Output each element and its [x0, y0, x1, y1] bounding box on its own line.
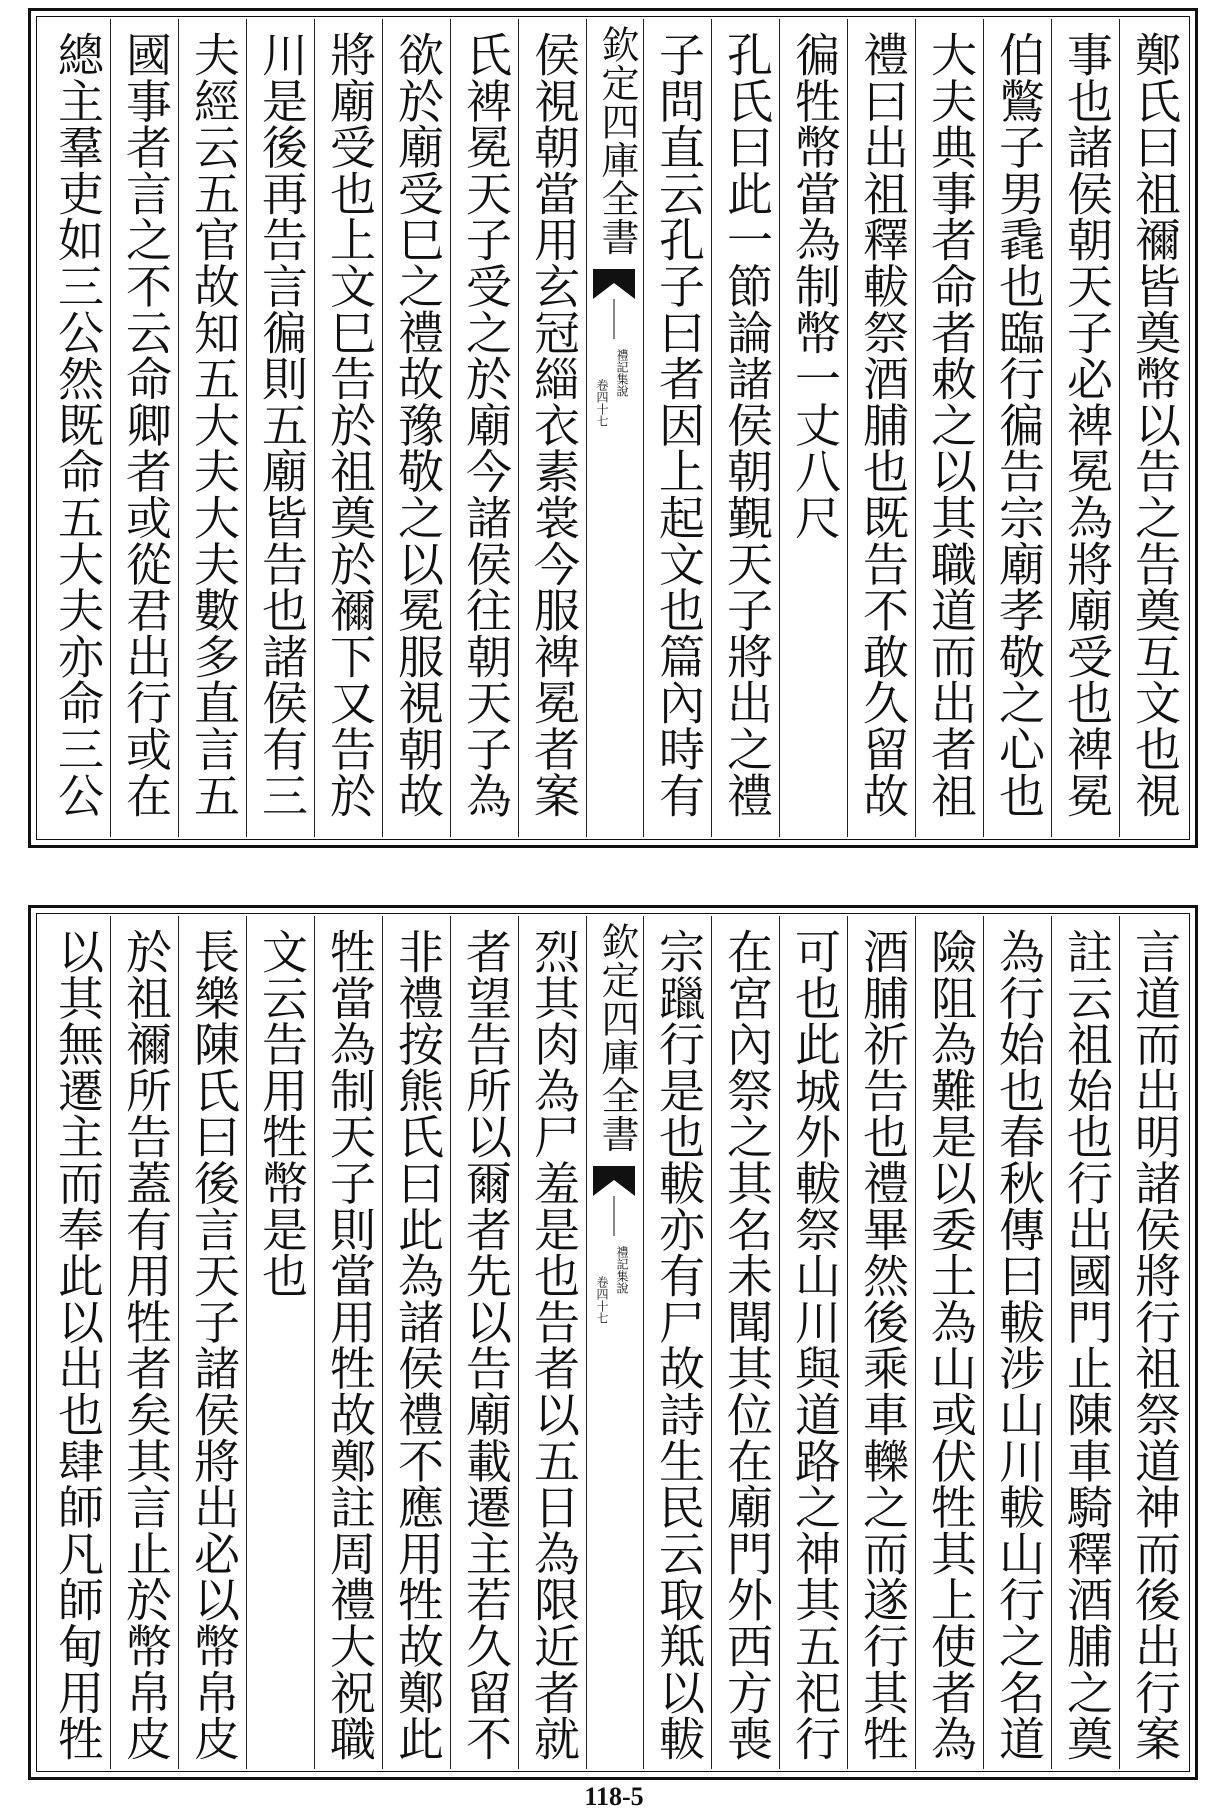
text-column: 侯視朝當用玄冠緇衣素裳今服裨冕者案	[518, 19, 586, 837]
text-column: 註云祖始也行出國門止陳車騎釋酒脯之奠	[1051, 916, 1119, 1769]
page-number: 118-5	[584, 1782, 644, 1811]
text-column: 總主羣吏如三公然既命五大夫亦命三公	[51, 31, 105, 819]
text-column: 烈其肉為尸羞是也告者以五日為限近者就	[518, 916, 586, 1769]
text-column: 將廟受也上文巳告於祖奠於禰下又告於	[314, 19, 382, 837]
text-column: 者望告所以爾者先以告廟載遷主若久留不	[450, 916, 518, 1769]
text-column: 言道而出明諸侯將行祖祭道神而後出行案	[1119, 916, 1187, 1769]
fish-tail-mark-icon	[593, 1166, 635, 1236]
bottom-page-columns	[39, 916, 1187, 1769]
text-column: 欲於廟受巳之禮故豫敬之以冕服視朝故	[382, 19, 450, 837]
text-column: 徧牲幣當為制幣一丈八尺	[779, 19, 847, 837]
text-column: 文云告用牲幣是也	[246, 916, 314, 1769]
text-column: 川是後再告言徧則五廟皆告也諸侯有三	[246, 19, 314, 837]
fish-tail-mark-icon	[593, 269, 635, 339]
center-margin	[586, 19, 643, 837]
text-column: 為行始也春秋傳曰軷涉山川軷山行之名道	[983, 916, 1051, 1769]
text-column: 國事者言之不云命卿者或從君出行或在	[110, 19, 178, 837]
volume-label: 卷四十七	[595, 1276, 609, 1324]
text-column: 牲當為制天子則當用牲故鄭註周禮大祝職	[314, 916, 382, 1769]
collection-title: 欽定四庫全書	[595, 922, 639, 1153]
text-column: 大夫典事者命者敕之以其職道而出者祖	[915, 19, 983, 837]
text-column: 子問直云孔子曰者因上起文也篇內時有	[643, 19, 711, 837]
collection-title: 欽定四庫全書	[595, 25, 639, 256]
text-column: 氏裨冕天子受之於廟今諸侯往朝天子為	[450, 19, 518, 837]
text-column: 以其無遷主而奉此以出也肆師凡師甸用牲	[51, 928, 105, 1762]
text-column: 夫經云五官故知五大夫大夫數多直言五	[178, 19, 246, 837]
text-column: 禮曰出祖釋軷祭酒脯也既告不敢久留故	[847, 19, 915, 837]
text-column: 宗躐行是也軷亦有尸故詩生民云取羝以軷	[643, 916, 711, 1769]
text-column: 險阻為難是以委土為山或伏牲其上使者為	[915, 916, 983, 1769]
text-column: 酒脯祈告也禮畢然後乘車轢之而遂行其牲	[847, 916, 915, 1769]
center-margin	[586, 916, 643, 1769]
volume-label: 卷四十七	[595, 379, 609, 427]
text-column: 於祖禰所告蓋有用牲者矣其言止於幣帛皮	[110, 916, 178, 1769]
text-column: 可也此城外軷祭山川與道路之神其五祀行	[779, 916, 847, 1769]
top-page-panel	[28, 8, 1198, 848]
text-column: 非禮按熊氏曰此為諸侯禮不應用牲故鄭此	[382, 916, 450, 1769]
book-title: 禮記集說	[615, 1246, 629, 1294]
text-column: 鄭氏曰祖禰皆奠幣以告之告奠互文也視	[1119, 19, 1187, 837]
text-column: 長樂陳氏曰後言天子諸侯將出必以幣帛皮	[178, 916, 246, 1769]
text-column: 伯鷩子男毳也臨行徧告宗廟孝敬之心也	[983, 19, 1051, 837]
text-column: 在宮內祭之其名未聞其位在廟門外西方喪	[711, 916, 779, 1769]
text-column: 事也諸侯朝天子必裨冕為將廟受也裨冕	[1051, 19, 1119, 837]
top-page-columns	[39, 19, 1187, 837]
book-title: 禮記集說	[615, 349, 629, 397]
text-column: 孔氏曰此一節論諸侯朝覲天子將出之禮	[711, 19, 779, 837]
bottom-page-panel	[28, 905, 1198, 1780]
